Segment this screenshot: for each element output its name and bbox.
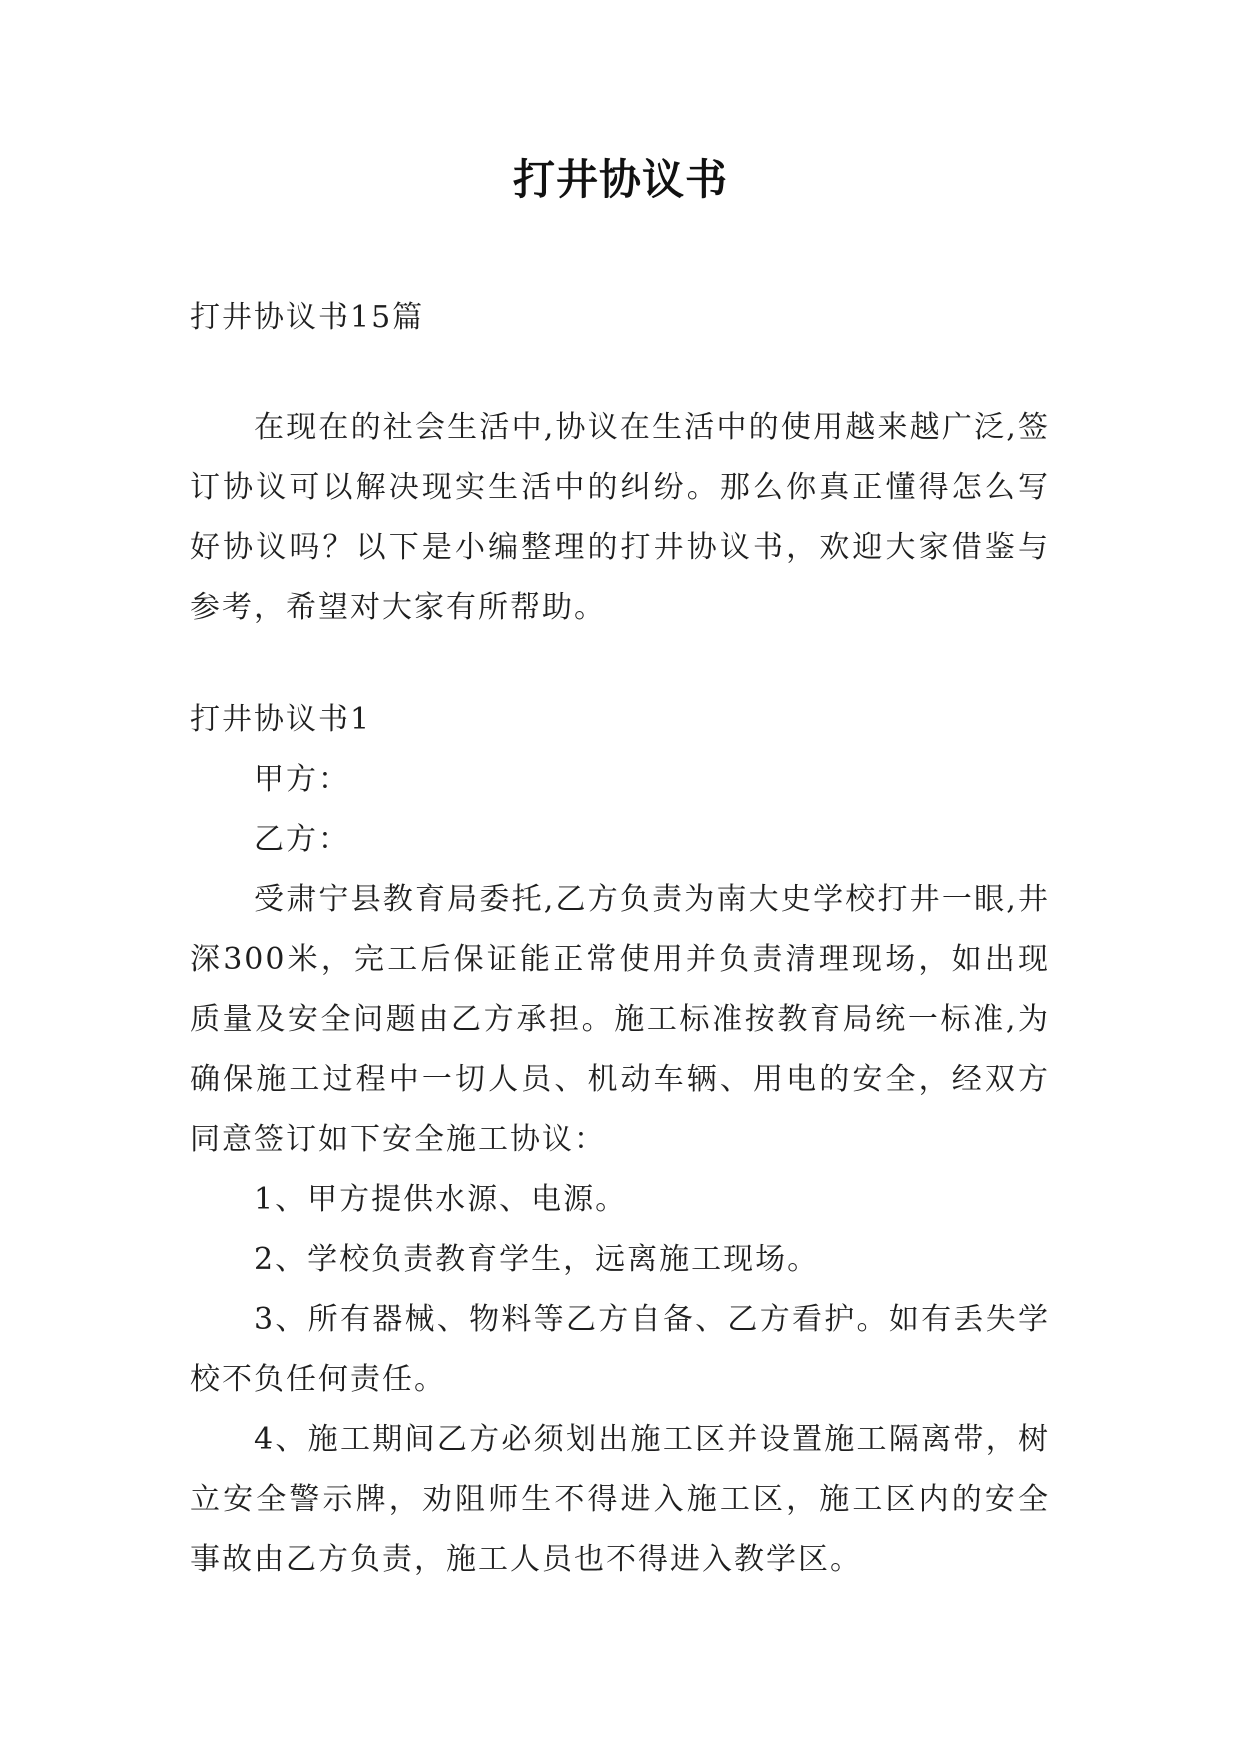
subtitle-text: 打井协议书15篇 <box>190 300 425 335</box>
party-b-line: 乙方： <box>254 822 350 857</box>
intro-paragraph: 在现在的社会生活中,协议在生活中的使用越来越广泛,签订协议可以解决现实生活中的纠纷。那么你真正懂得怎么写好协议吗？以下是小编整理的打井协议书，欢迎大家借鉴与参考，希望对大家有所帮助。 <box>190 410 1050 625</box>
section-1 <box>190 690 1050 1590</box>
section-heading: 打井协议书1 <box>190 702 372 737</box>
clause-item: 3、所有器械、物料等乙方自备、乙方看护。如有丢失学校不负任何责任。 <box>190 1302 1050 1397</box>
clause-item: 1、甲方提供水源、电源。 <box>254 1182 628 1217</box>
agreement-paragraph: 受肃宁县教育局委托,乙方负责为南大史学校打井一眼,井深300米，完工后保证能正常使用并负责清理现场，如出现质量及安全问题由乙方承担。施工标准按教育局统一标准,为确保施工过程中一切人员、机动车辆、用电的安全，经双方同意签订如下安全施工协议： <box>190 882 1050 1157</box>
clause-item: 4、施工期间乙方必须划出施工区并设置施工隔离带，树立安全警示牌，劝阻师生不得进入施工区，施工区内的安全事故由乙方负责，施工人员也不得进入教学区。 <box>190 1422 1050 1577</box>
document-subtitle <box>190 288 1050 348</box>
party-a-line: 甲方： <box>254 762 350 797</box>
clause-item: 2、学校负责教育学生，远离施工现场。 <box>254 1242 820 1277</box>
intro-block <box>190 398 1050 638</box>
document-title: 打井协议书 <box>512 155 728 204</box>
